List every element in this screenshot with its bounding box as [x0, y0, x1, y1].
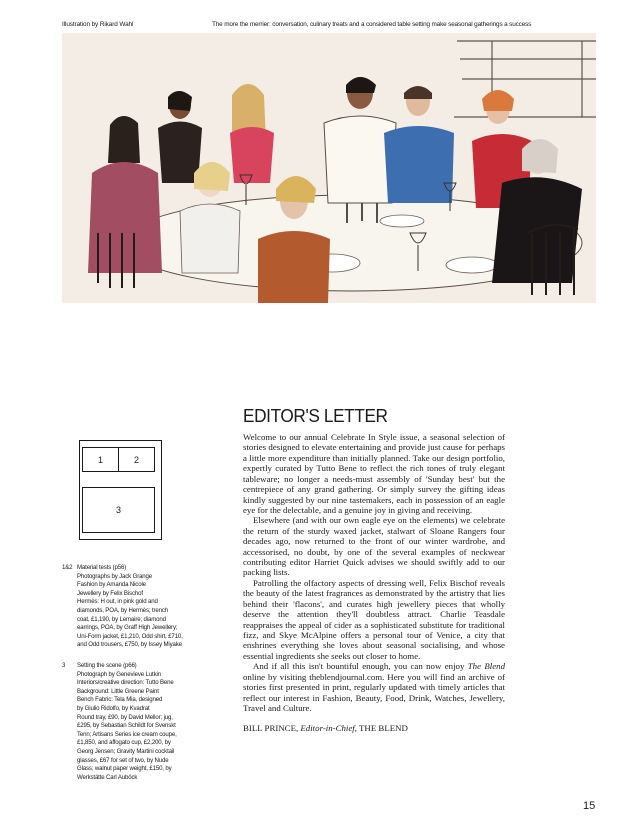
layout-cell-2: 2	[118, 447, 155, 472]
article-body	[243, 432, 505, 734]
credit-line: Interiors/creative direction: Tutto Bene	[77, 679, 174, 687]
paragraph-2: Elsewhere (and with our own eagle eye on the elements) we celebrate the return of the sturdy waxed jacket, stalwart of Sloane Rangers four decades ago, now returned to the front of our winter wardrobe, and accessorised, no doubt, by one of the several examples of neckwear contributing editor Harriet Quick advises we should swiftly add to our packing lists.	[243, 515, 505, 578]
illustration-caption: The more the merrier: conversation, culinary treats and a considered table setting make seasonal gatherings a success	[212, 21, 532, 28]
layout-cell-3: 3	[82, 487, 155, 533]
credit-line: Fashion by Amanda Nicole	[77, 581, 146, 589]
article-title: EDITOR'S LETTER	[243, 405, 388, 426]
credit-line: Tenn; Artisans Series ice cream coupe,	[77, 730, 177, 738]
credit-line: Background: Little Greene Paint	[77, 687, 159, 695]
credit-line: £1,850, and affogato cup, £2,200, by	[77, 739, 171, 747]
dinner-party-illustration	[62, 33, 596, 303]
credit-line: diamonds, POA, by Hermès; trench	[77, 606, 169, 614]
credit-line: Hermès: H out, in pink gold and	[77, 598, 158, 606]
credit-line: and Odd trousers, £750, by Issey Miyake	[77, 641, 182, 649]
credit-line: Bench Fabric: Tela Mia, designed	[77, 696, 163, 704]
paragraph-3: Patrolling the olfactory aspects of dressing well, Felix Bischof reveals the beauty of the latest fragrances as demonstrated by the artistry that lies behind their 'flacons', and curates high jewellery pieces that wholly deserve the attention they'll doubtless attract. Charlie Teasdale reappraises the appeal of cider as a sophisticated substitute for traditional fizz, and Skye McAlpine offers a personal tour of Venice, a city that enshrines everything she loves about seasonal socialising, and whose essential ingredients she seeks out closer to home.	[243, 577, 505, 661]
paragraph-4	[243, 661, 505, 713]
publication-name-italic: The Blend	[467, 661, 505, 672]
credit-line: Uni-Form jacket, £1,210, Odd shirt, £710,	[77, 632, 183, 640]
credit-number: 3	[62, 662, 66, 669]
credit-line: Georg Jensen; Gravity Martini cocktail	[77, 747, 175, 755]
credit-line: Round tray, £90, by David Mellor; jug,	[77, 713, 173, 721]
credit-line: by Giulio Ridolfo, by Kvadrat	[77, 704, 150, 712]
illustration-credit: Illustration by Rikard Wahl	[62, 21, 134, 28]
signature	[243, 723, 505, 733]
paragraph-4-before: And if all this isn't bountiful enough, you can now enjoy	[253, 661, 468, 672]
page-layout-diagram	[79, 440, 162, 540]
signature-name: BILL PRINCE,	[243, 723, 301, 734]
credit-line: Setting the scene (p66)	[77, 662, 137, 669]
credit-line: Jewellery by Felix Bischof	[77, 589, 143, 597]
signature-role: Editor-in-Chief	[300, 723, 355, 734]
credit-line: Photographs by Jack Grange	[77, 572, 153, 580]
credit-line: glasses, £67 for set of two, by Nude	[77, 756, 169, 764]
paragraph-4-after: online by visiting theblendjournal.com. Here you will find an archive of stories first presented in print, regularly updated with timely articles that reflect our interest in Fashion, Beauty, Food, Drink, Watches, Jewellery, Travel and Culture.	[243, 671, 505, 713]
credit-block	[62, 662, 212, 782]
page-number: 15	[583, 800, 596, 812]
credit-line: £295, by Sebastian Schildt for Svenskt	[77, 722, 176, 730]
credit-block	[62, 564, 212, 650]
layout-cell-1: 1	[82, 447, 119, 472]
credit-number: 1&2	[62, 564, 73, 571]
credit-line: Material tests (p56)	[77, 564, 127, 571]
credit-line: earrings, POA, by Graff High Jewellery;	[77, 624, 178, 632]
credit-line: coat, £1,190, by Lemaire; diamond	[77, 615, 166, 623]
credit-line: Werkstätte Carl Auböck	[77, 773, 138, 781]
credit-line: Glass; walnut paper weight, £150, by	[77, 765, 172, 773]
signature-publication: , THE BLEND	[354, 723, 408, 734]
credit-line: Photograph by Genevieve Lutkin	[77, 670, 161, 678]
paragraph-1: Welcome to our annual Celebrate In Style issue, a seasonal selection of stories designed to elevate entertaining and provide just cause for perhaps a little more expenditure than initially planned. Take our design portfolio, expertly curated by Tutto Bene to reflect the rich tones of truly elegant tableware; no longer a needs-must assembly of 'Sunday best' but the centrepiece of any grand gathering. Or simply survey the gifting ideas kindly suggested by our nine tastemakers, each in possession of an eagle eye for the delectable, and a genuine joy in giving and receiving.	[243, 432, 505, 515]
